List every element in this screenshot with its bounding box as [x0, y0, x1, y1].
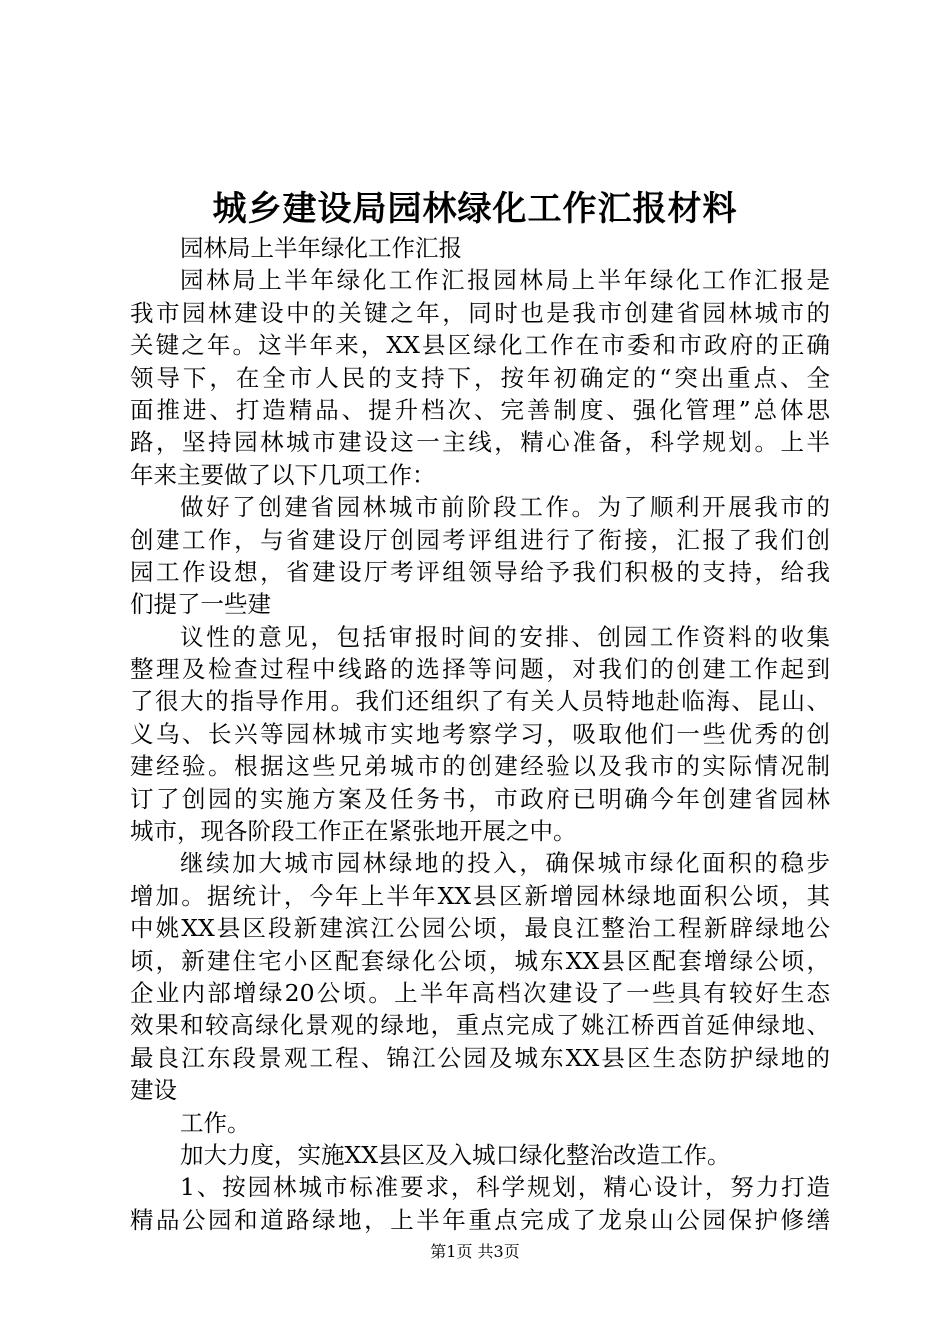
text-line: 城市，现各阶段工作正在紧张地开展之中。	[130, 817, 577, 846]
text-line: 园林局上半年绿化工作汇报园林局上半年绿化工作汇报是	[180, 266, 830, 295]
text-line: 了很大的指导作用。我们还组织了有关人员特地赴临海、昆山、	[130, 687, 830, 716]
text-line: 效果和较高绿化景观的绿地，重点完成了姚江桥西首延伸绿地、	[130, 1011, 830, 1040]
text-line: 年来主要做了以下几项工作：	[130, 460, 436, 489]
text-line: 建经验。根据这些兄弟城市的创建经验以及我市的实际情况制	[130, 752, 830, 781]
text-line: 最良江东段景观工程、锦江公园及城东XX县区生态防护绿地的	[130, 1043, 830, 1072]
text-line: 建设	[130, 1076, 177, 1105]
text-line: 精品公园和道路绿地，上半年重点完成了龙泉山公园保护修缮	[130, 1205, 830, 1234]
text-line: 做好了创建省园林城市前阶段工作。为了顺利开展我市的	[180, 493, 830, 522]
text-line: 创建工作，与省建设厅创园考评组进行了衔接，汇报了我们创	[130, 525, 830, 554]
document-body	[130, 232, 830, 1236]
text-line: 园工作设想，省建设厅考评组领导给予我们积极的支持，给我	[130, 557, 830, 586]
text-line: 义乌、长兴等园林城市实地考察学习，吸取他们一些优秀的创	[130, 719, 830, 748]
document-title: 城乡建设局园林绿化工作汇报材料	[212, 189, 738, 229]
text-line: 园林局上半年绿化工作汇报	[180, 234, 462, 262]
text-line: 工作。	[180, 1108, 251, 1137]
text-line: 企业内部增绿20公顷。上半年高档次建设了一些具有较好生态	[130, 978, 830, 1007]
text-line: 顷，新建住宅小区配套绿化公顷，城东XX县区配套增绿公顷，	[130, 946, 830, 975]
text-line: 增加。据统计，今年上半年XX县区新增园林绿地面积公顷，其	[130, 881, 830, 910]
text-line: 订了创园的实施方案及任务书，市政府已明确今年创建省园林	[130, 784, 830, 813]
text-line: 我市园林建设中的关键之年，同时也是我市创建省园林城市的	[130, 298, 830, 327]
text-line: 继续加大城市园林绿地的投入，确保城市绿化面积的稳步	[180, 849, 830, 878]
text-line: 加大力度，实施XX县区及入城口绿化整治改造工作。	[180, 1140, 731, 1169]
text-line: 领导下，在全市人民的支持下，按年初确定的“突出重点、全	[130, 363, 830, 392]
text-line: 议性的意见，包括审报时间的安排、创园工作资料的收集	[180, 622, 830, 651]
text-line: 整理及检查过程中线路的选择等问题，对我们的创建工作起到	[130, 655, 830, 684]
text-line: 路，坚持园林城市建设这一主线，精心准备，科学规划。上半	[130, 428, 830, 457]
text-line: 面推进、打造精品、提升档次、完善制度、强化管理”总体思	[130, 395, 830, 424]
page-footer: 第1页 共3页	[430, 1242, 520, 1261]
text-line: 关键之年。这半年来，XX县区绿化工作在市委和市政府的正确	[130, 331, 830, 360]
text-line: 中姚XX县区段新建滨江公园公顷，最良江整治工程新辟绿地公	[130, 914, 830, 943]
text-line: 1、按园林城市标准要求，科学规划，精心设计，努力打造	[180, 1173, 830, 1202]
text-line: 们提了一些建	[130, 590, 271, 619]
